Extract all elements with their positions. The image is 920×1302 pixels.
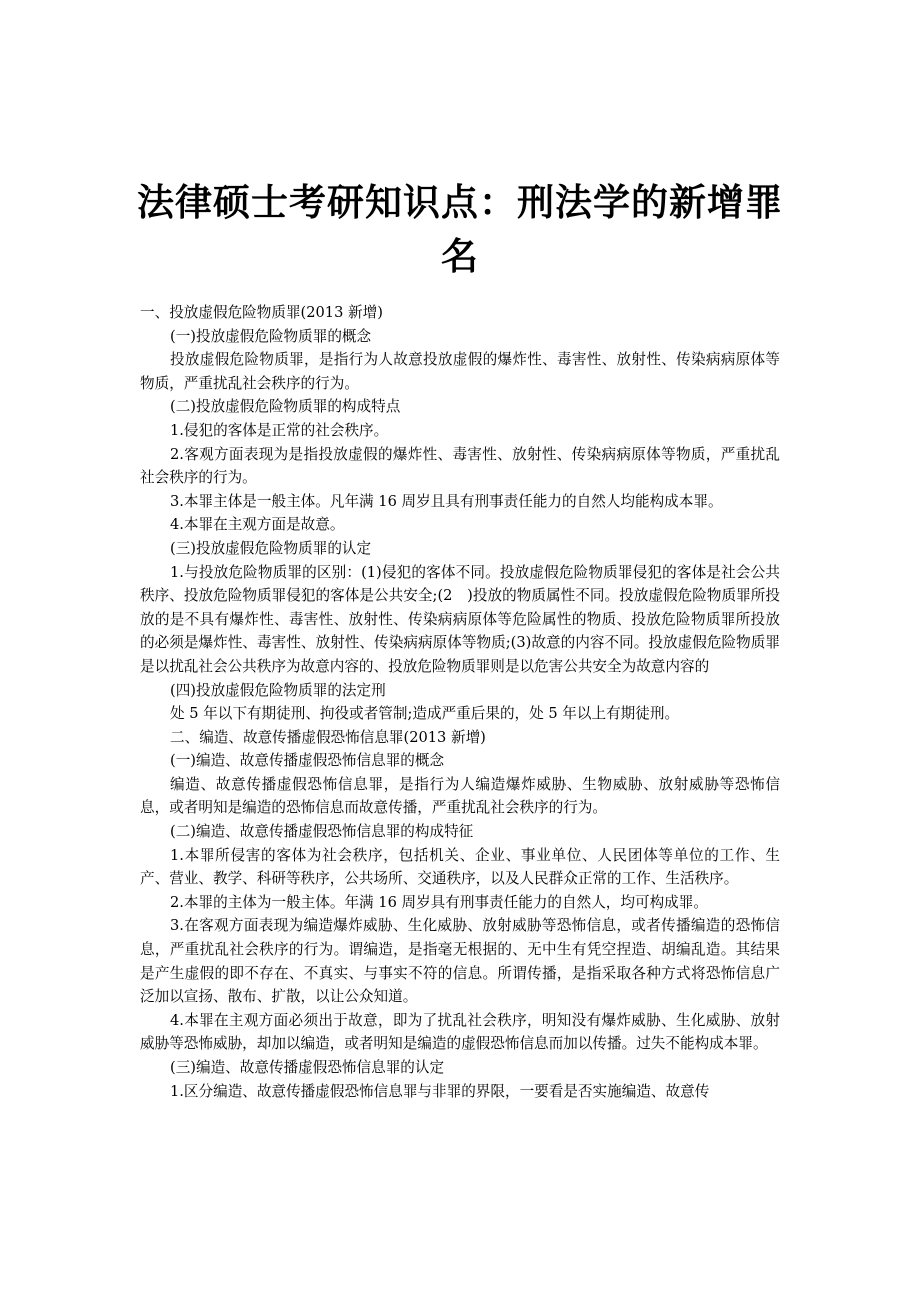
paragraph: 二、编造、故意传播虚假恐怖信息罪(2013 新增) — [170, 728, 486, 746]
paragraph: (二)投放虚假危险物质罪的构成特点 — [170, 398, 401, 416]
paragraph: 2.客观方面表现为是指投放虚假的爆炸性、毒害性、放射性、传染病病原体等物质，严重扰乱社会秩序的行为。 — [140, 445, 780, 487]
paragraph: 1.区分编造、故意传播虚假恐怖信息罪与非罪的界限，一要看是否实施编造、故意传 — [170, 1082, 710, 1100]
paragraph: (三)编造、故意传播虚假恐怖信息罪的认定 — [170, 1059, 445, 1076]
paragraph: 编造、故意传播虚假恐怖信息罪，是指行为人编造爆炸威胁、生物威胁、放射威胁等恐怖信息，或者明知是编造的恐怖信息而故意传播，严重扰乱社会秩序的行为。 — [140, 775, 780, 817]
paragraph: (二)编造、故意传播虚假恐怖信息罪的构成特征 — [170, 823, 474, 841]
paragraph: 1.本罪所侵害的客体为社会秩序，包括机关、企业、事业单位、人民团体等单位的工作、生产、营业、教学、科研等秩序，公共场所、交通秩序，以及人民群众正常的工作、生活秩序。 — [140, 846, 780, 888]
paragraph: 3.本罪主体是一般主体。凡年满 16 周岁且具有刑事责任能力的自然人均能构成本罪。 — [170, 492, 723, 510]
paragraph: (一)投放虚假危险物质罪的概念 — [170, 327, 372, 345]
paragraph: 一、投放虚假危险物质罪(2013 新增) — [140, 304, 383, 321]
document-title: 法律硕士考研知识点：刑法学的新增罪名 — [137, 181, 783, 278]
paragraph: 2.本罪的主体为一般主体。年满 16 周岁具有刑事责任能力的自然人，均可构成罪。 — [170, 893, 708, 911]
paragraph: 1.与投放危险物质罪的区别：(1)侵犯的客体不同。投放虚假危险物质罪侵犯的客体是社会公共秩序、投放危险物质罪侵犯的客体是公共安全;(2 )投放的物质属性不同。投放虚假危险物质罪所投放的是不具有爆炸性、毒害性、放射性、传染病病原体等危险属性的物质、投放危险物质罪所投放的必须是爆炸性、毒害性、放射性、传染病病原体等物质;(3)故意的内容不同。投放虚假危险物质罪是以扰乱社会公共秩序为故意内容的、投放危险物质罪则是以危害公共安全为故意内容的 — [140, 563, 780, 675]
paragraph: 投放虚假危险物质罪，是指行为人故意投放虚假的爆炸性、毒害性、放射性、传染病病原体等物质，严重扰乱社会秩序的行为。 — [140, 351, 780, 392]
paragraph: (三)投放虚假危险物质罪的认定 — [170, 539, 372, 557]
paragraph: (一)编造、故意传播虚假恐怖信息罪的概念 — [170, 752, 445, 770]
paragraph: 4.本罪在主观方面是故意。 — [170, 516, 345, 534]
paragraph: (四)投放虚假危险物质罪的法定刑 — [170, 681, 386, 699]
document-body — [140, 301, 780, 1103]
paragraph: 处 5 年以下有期徒刑、拘役或者管制;造成严重后果的，处 5 年以上有期徒刑。 — [170, 705, 680, 723]
paragraph: 1.侵犯的客体是正常的社会秩序。 — [170, 421, 389, 439]
paragraph: 4.本罪在主观方面必须出于故意，即为了扰乱社会秩序，明知没有爆炸威胁、生化威胁、放射威胁等恐怖威胁，却加以编造，或者明知是编造的虚假恐怖信息而加以传播。过失不能构成本罪。 — [140, 1011, 780, 1053]
paragraph: 3.在客观方面表现为编造爆炸威胁、生化威胁、放射威胁等恐怖信息，或者传播编造的恐怖信息，严重扰乱社会秩序的行为。谓编造，是指毫无根据的、无中生有凭空捏造、胡编乱造。其结果是产生虚假的即不存在、不真实、与事实不符的信息。所谓传播，是指采取各种方式将恐怖信息广泛加以宣扬、散布、扩散，以让公众知道。 — [140, 917, 780, 1006]
